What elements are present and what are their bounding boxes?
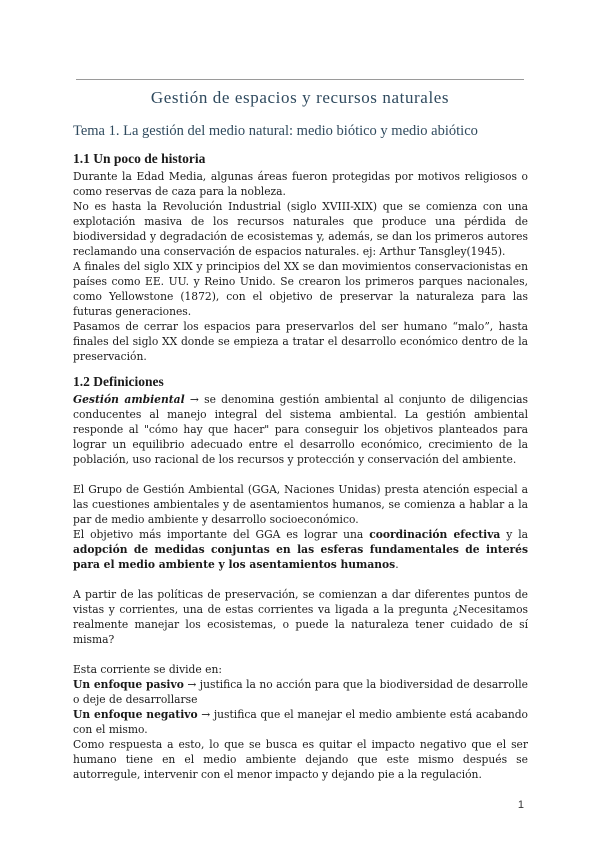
enfoque-pasivo bbox=[73, 677, 528, 707]
tema-text: . La gestión del medio natural: medio biótico y medio abiótico bbox=[115, 123, 478, 139]
tema-heading bbox=[73, 123, 533, 140]
text-run: y la bbox=[500, 528, 528, 541]
paragraph: No es hasta la Revolución Industrial (siglo XVIII-XIX) que se comienza con una explotación masiva de los recursos naturales que produce una pérdida de biodiversidad y degradación de ecosistemas y, además, se dan los primeros autores reclamando una conservación de espacios naturales. ej: Arthur Tansgley(1945). bbox=[73, 200, 528, 258]
section-heading-historia: 1.1 Un poco de historia bbox=[73, 151, 206, 166]
document-title: Gestión de espacios y recursos naturales bbox=[150, 88, 450, 107]
paragraph: Pasamos de cerrar los espacios para preservarlos del ser humano “malo”, hasta finales del siglo XX donde se empieza a tratar el desarrollo económico dentro de la preservación. bbox=[73, 320, 528, 363]
definition-term: Gestión ambiental bbox=[73, 393, 185, 406]
paragraph: Esta corriente se divide en: bbox=[73, 663, 222, 676]
enfoque-negativo bbox=[73, 707, 528, 737]
document-body bbox=[73, 150, 528, 782]
paragraph: El Grupo de Gestión Ambiental (GGA, Naciones Unidas) presta atención especial a las cuestiones ambientales y de asentamientos humanos, se comienza a hablar a la par de medio ambiente y desarrollo socioeconómico. bbox=[73, 483, 528, 526]
arrow-icon: → bbox=[201, 708, 211, 721]
tema-label: Tema 1 bbox=[73, 123, 116, 139]
paragraph: A finales del siglo XIX y principios del XX se dan movimientos conservacionistas en países como EE. UU. y Reino Unido. Se crearon los primeros parques nacionales, como Yellowstone (1872), con el objetivo de preservar la naturaleza para las futuras generaciones. bbox=[73, 260, 528, 318]
enfoque-term: Un enfoque negativo bbox=[73, 708, 198, 721]
enfoque-text: justifica la no acción para que la biodiversidad de desarrolle o deje de desarrollarse bbox=[73, 678, 528, 706]
arrow-icon: → bbox=[189, 393, 199, 406]
page-number: 1 bbox=[517, 799, 524, 811]
paragraph-objetivo bbox=[73, 527, 528, 572]
arrow-icon: → bbox=[187, 678, 197, 691]
paragraph: Durante la Edad Media, algunas áreas fueron protegidas por motivos religiosos o como reservas de caza para la nobleza. bbox=[73, 170, 528, 198]
text-run: . bbox=[395, 558, 399, 571]
definition-text: se denomina gestión ambiental al conjunto de diligencias conducentes al manejo integral del sistema ambiental. La gestión ambiental responde al "cómo hay que hacer" para conseguir los objetivos planteados para lograr un equilibrio adecuado entre el desarrollo económico, crecimiento de la población, uso racional de los recursos y protección y conservación del ambiente. bbox=[73, 393, 528, 466]
paragraph: A partir de las políticas de preservación, se comienzan a dar diferentes puntos de vistas y corrientes, una de estas corrientes va ligada a la pregunta ¿Necesitamos realmente manejar los ecosistemas, o puede la naturaleza tener cuidado de sí misma? bbox=[73, 588, 528, 646]
section-heading-definiciones: 1.2 Definiciones bbox=[73, 374, 164, 389]
text-run: El objetivo más importante del GGA es lograr una bbox=[73, 528, 370, 541]
enfoque-text: justifica que el manejar el medio ambiente está acabando con el mismo. bbox=[73, 708, 528, 736]
header-rule bbox=[76, 79, 524, 80]
definition-paragraph bbox=[73, 392, 528, 467]
bold-run: coordinación efectiva bbox=[369, 528, 501, 541]
enfoque-term: Un enfoque pasivo bbox=[73, 678, 184, 691]
bold-run: adopción de medidas conjuntas en las esferas fundamentales de interés para el medio ambiente y los asentamientos humanos bbox=[73, 543, 528, 571]
paragraph: Como respuesta a esto, lo que se busca es quitar el impacto negativo que el ser humano tiene en el medio ambiente dejando que este mismo después se autorregule, intervenir con el menor impacto y dejando pie a la regulación. bbox=[73, 738, 528, 781]
